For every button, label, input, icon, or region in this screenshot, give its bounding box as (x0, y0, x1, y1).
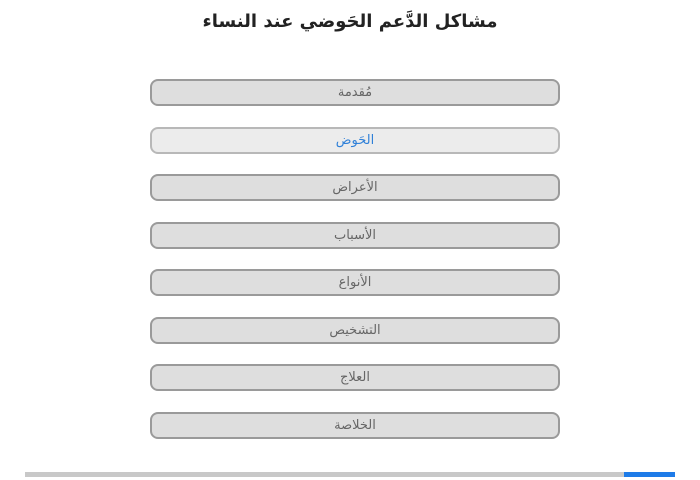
menu-item-introduction[interactable]: مُقدمة (150, 79, 560, 106)
menu-item-diagnosis[interactable]: التشخيص (150, 317, 560, 344)
section-menu (150, 79, 560, 459)
menu-item-summary[interactable]: الخلاصة (150, 412, 560, 439)
menu-item-causes[interactable]: الأسباب (150, 222, 560, 249)
page-title: مشاكل الدَّعم الحَوضي عند النساء (202, 11, 498, 32)
progress-bar (25, 472, 675, 477)
menu-item-symptoms[interactable]: الأعراض (150, 174, 560, 201)
menu-item-treatment[interactable]: العلاج (150, 364, 560, 391)
menu-item-pelvis[interactable]: الحَوض (150, 127, 560, 154)
progress-bar-fill (624, 472, 675, 477)
menu-item-types[interactable]: الأنواع (150, 269, 560, 296)
